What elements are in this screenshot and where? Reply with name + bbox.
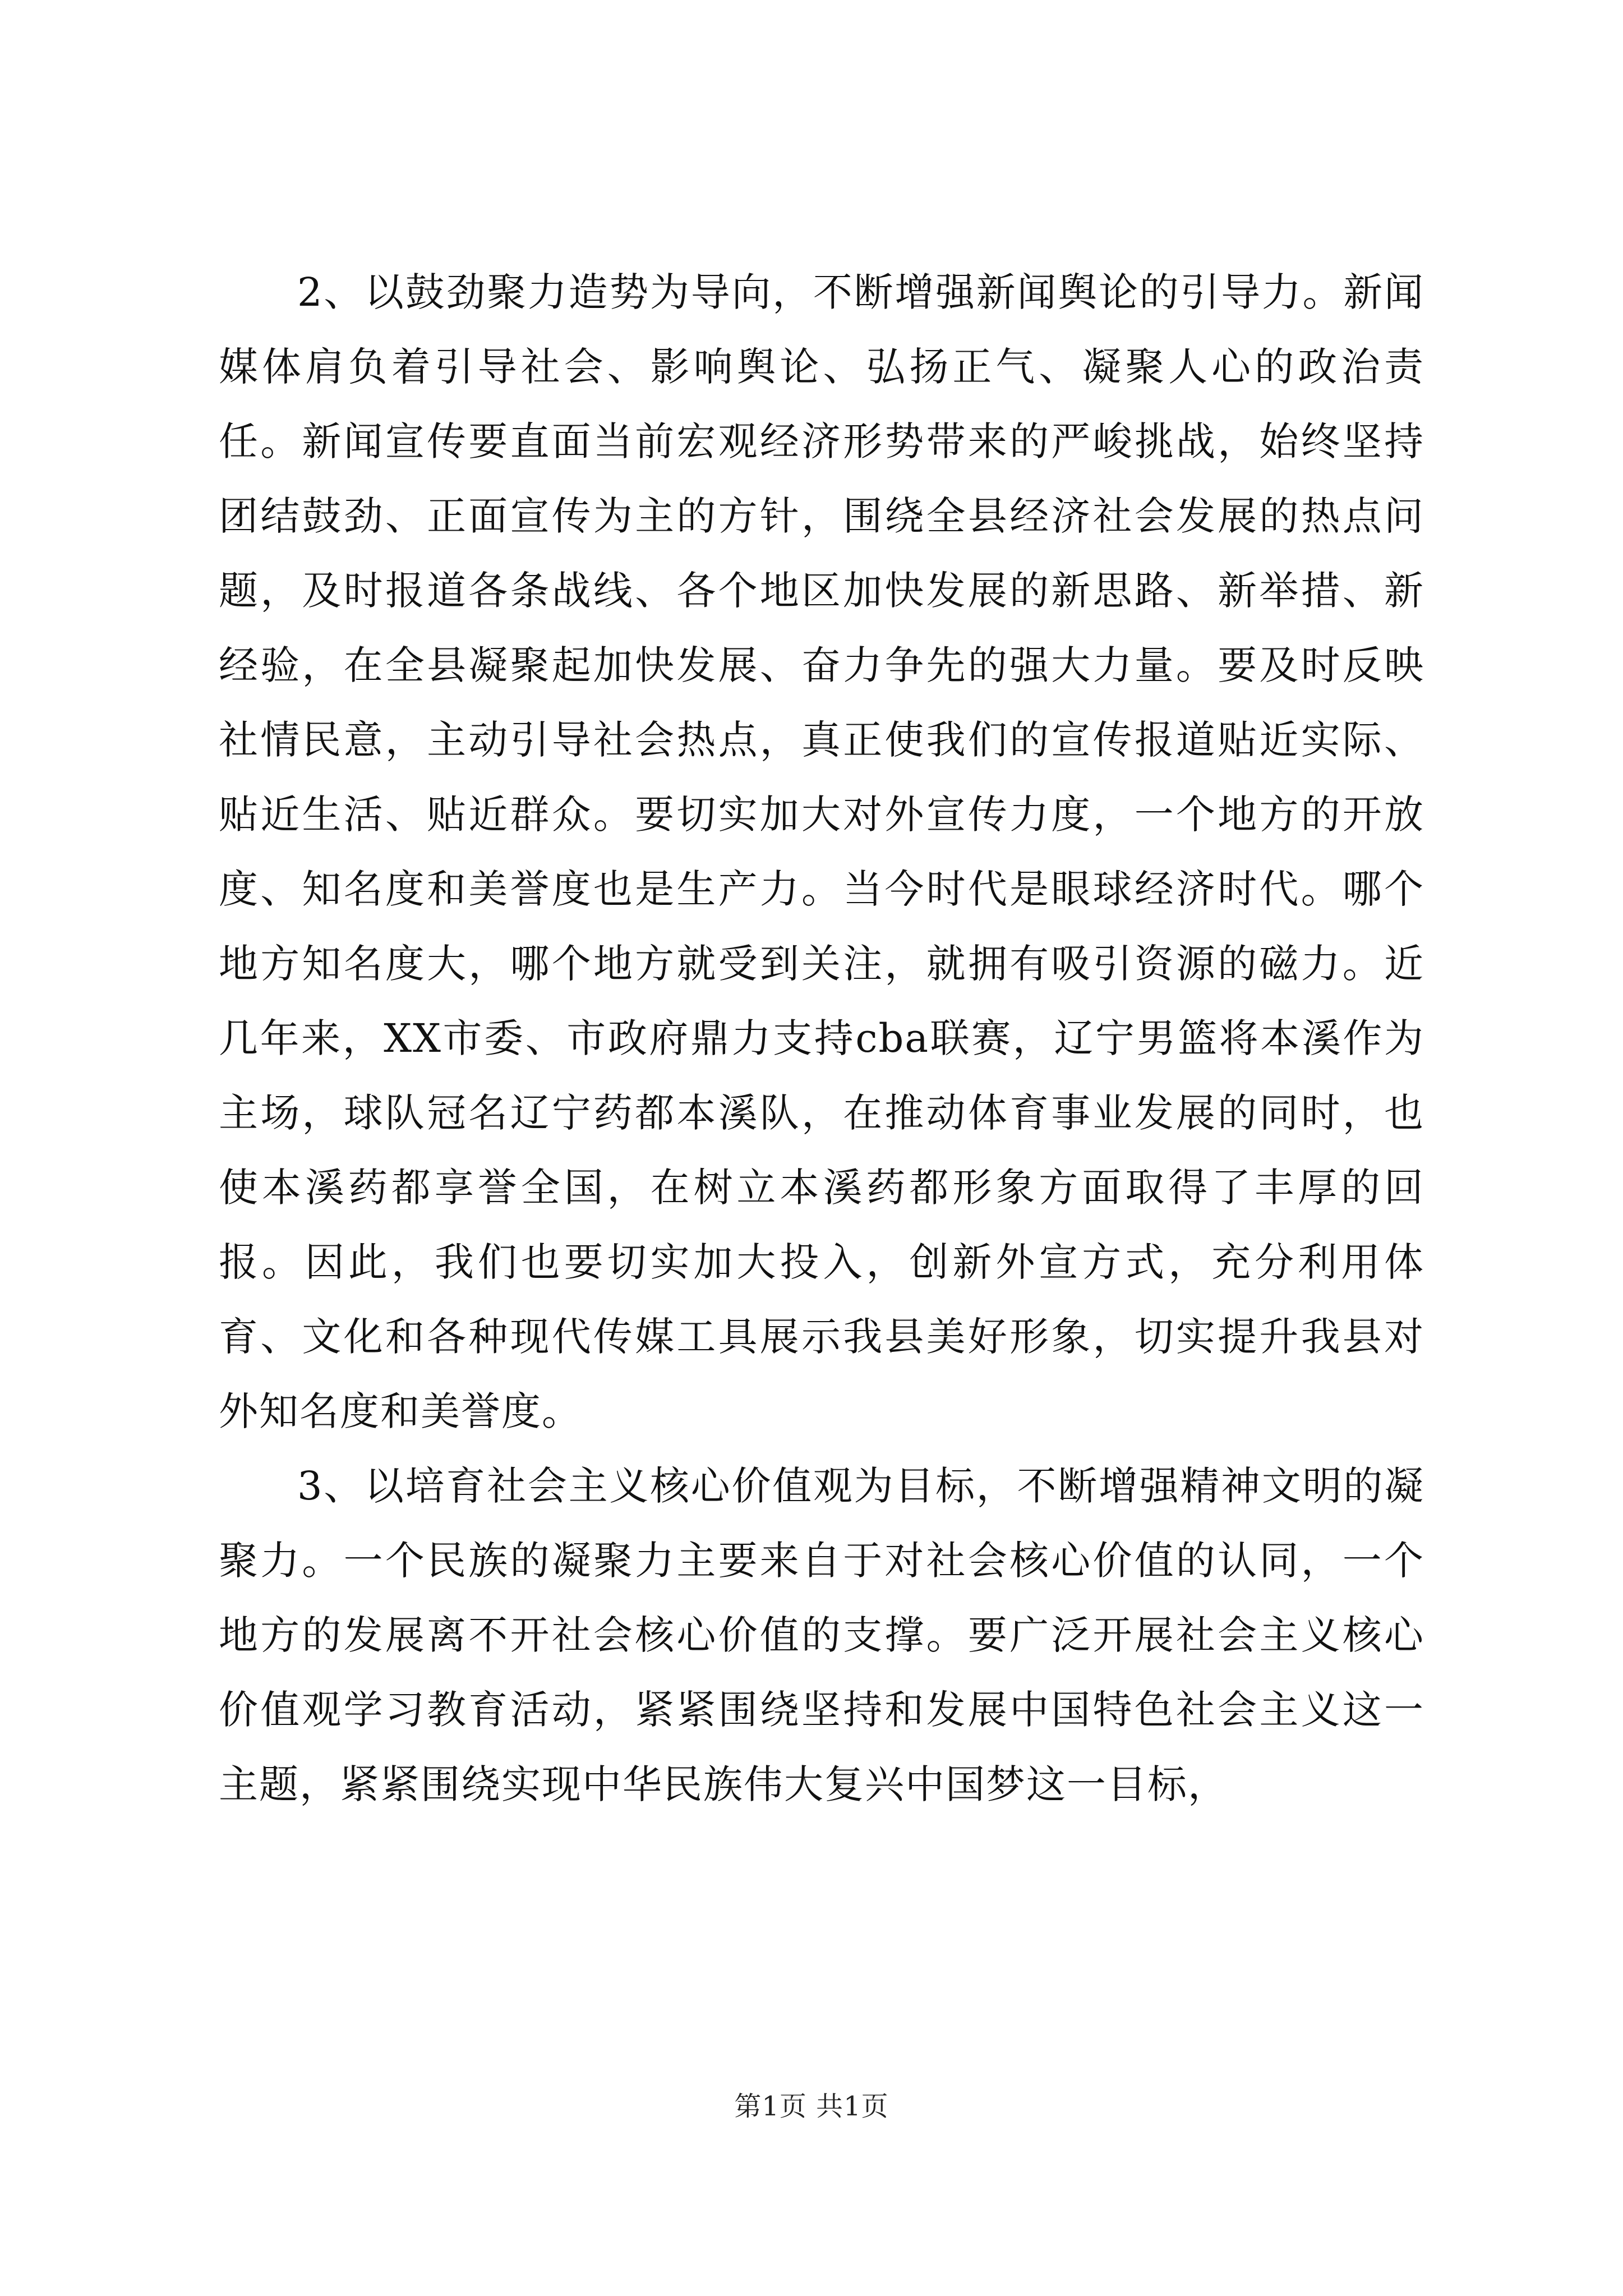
- document-body: [219, 255, 1424, 1822]
- page-footer: 第1页 共1页: [734, 2091, 889, 2122]
- paragraph-section-2: 2、以鼓劲聚力造势为导向，不断增强新闻舆论的引导力。新闻媒体肩负着引导社会、影响舆论、弘扬正气、凝聚人心的政治责任。新闻宣传要直面当前宏观经济形势带来的严峻挑战，始终坚持团结鼓劲、正面宣传为主的方针，围绕全县经济社会发展的热点问题，及时报道各条战线、各个地区加快发展的新思路、新举措、新经验，在全县凝聚起加快发展、奋力争先的强大力量。要及时反映社情民意，主动引导社会热点，真正使我们的宣传报道贴近实际、贴近生活、贴近群众。要切实加大对外宣传力度，一个地方的开放度、知名度和美誉度也是生产力。当今时代是眼球经济时代。哪个地方知名度大，哪个地方就受到关注，就拥有吸引资源的磁力。近几年来，XX市委、市政府鼎力支持cba联赛，辽宁男篮将本溪作为主场，球队冠名辽宁药都本溪队，在推动体育事业发展的同时，也使本溪药都享誉全国，在树立本溪药都形象方面取得了丰厚的回报。因此，我们也要切实加大投入，创新外宣方式，充分利用体育、文化和各种现代传媒工具展示我县美好形象，切实提升我县对外知名度和美誉度。: [219, 269, 1424, 1434]
- paragraph-section-3: 3、以培育社会主义核心价值观为目标，不断增强精神文明的凝聚力。一个民族的凝聚力主要来自于对社会核心价值的认同，一个地方的发展离不开社会核心价值的支撑。要广泛开展社会主义核心价值观学习教育活动，紧紧围绕坚持和发展中国特色社会主义这一主题，紧紧围绕实现中华民族伟大复兴中国梦这一目标，: [219, 1463, 1424, 1807]
